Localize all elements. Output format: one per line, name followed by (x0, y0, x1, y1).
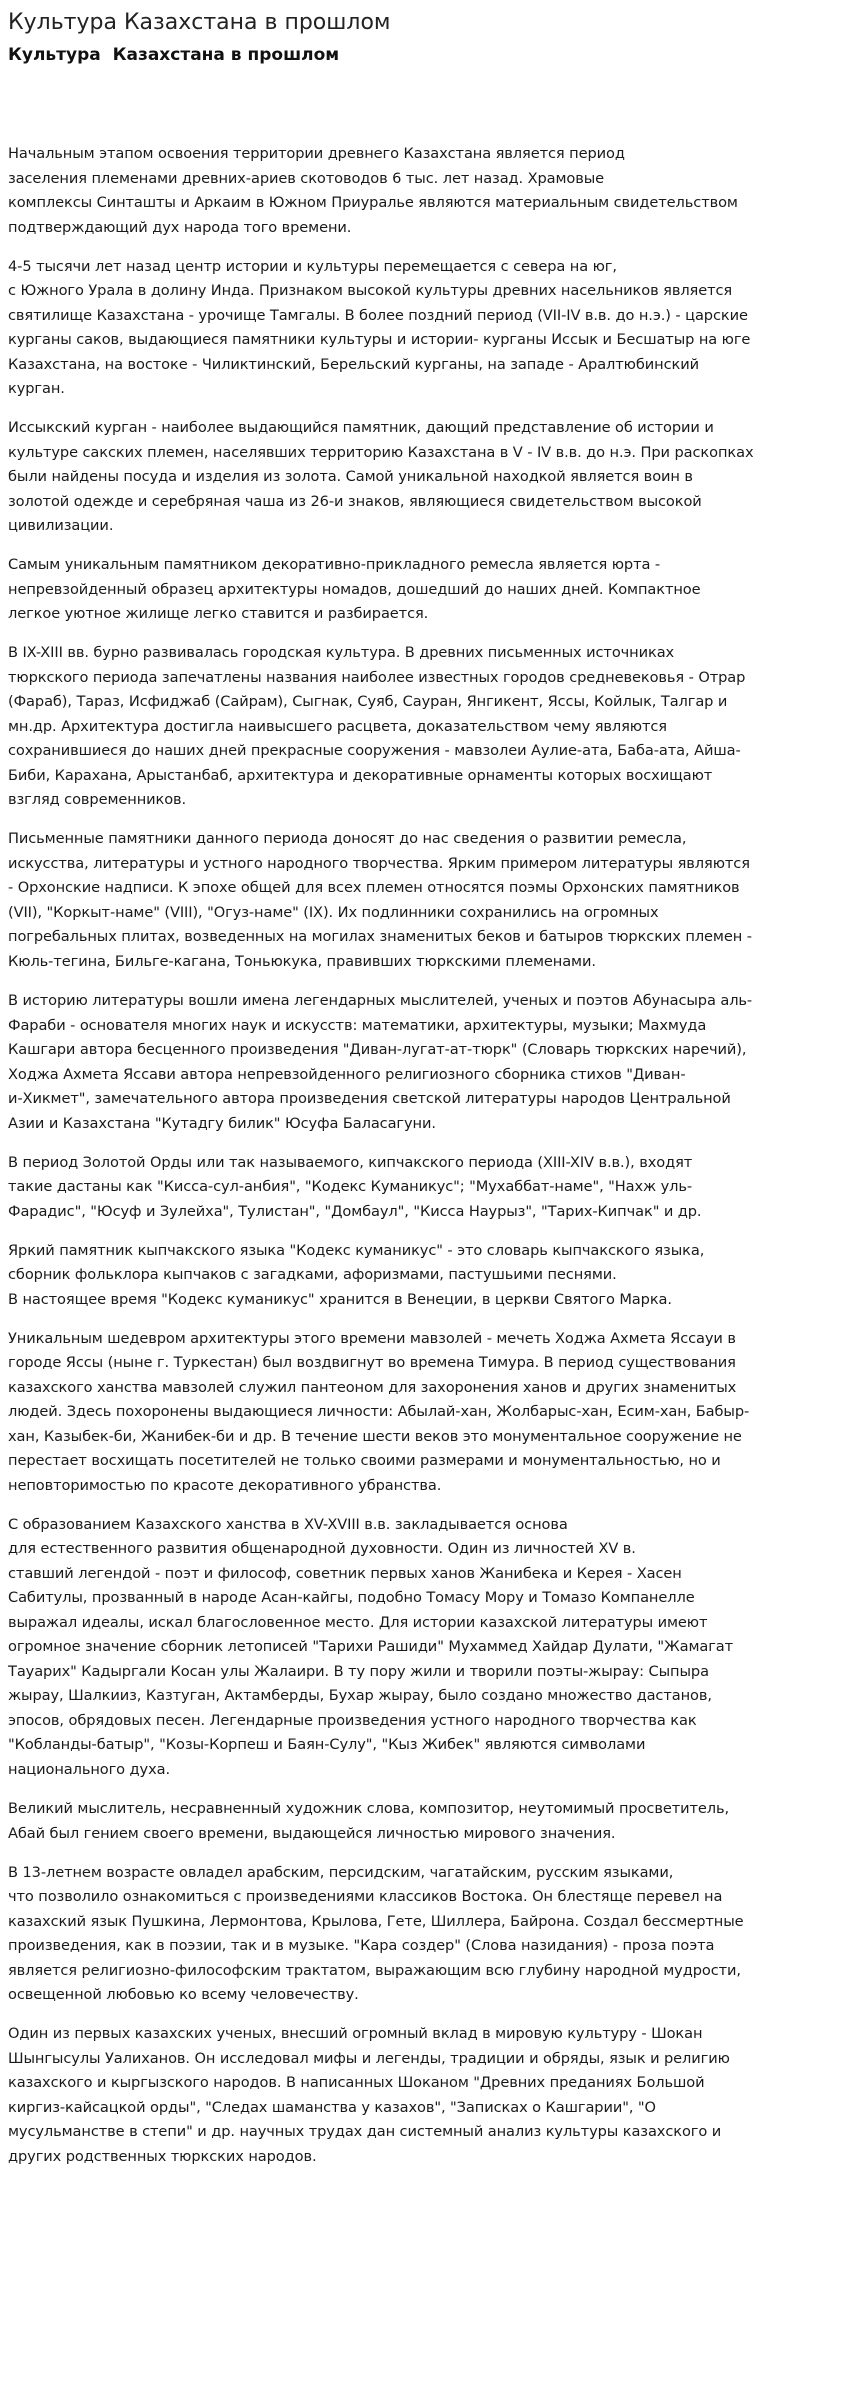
paragraph-codex-cumanicus: Яркий памятник кыпчакского языка "Кодекс куманикус" - это словарь кыпчакского языка, сборник фольклора кыпчаков с загадками, афоризмами, пастушьими песнями. В настоящее время "Кодекс куманикус" хранится в Венеции, в церкви Святого Марка. (8, 1241, 705, 1308)
paragraph-issyk-kurgan: Иссыкский курган - наиболее выдающийся памятник, дающий представление об истории и культуре сакских племен, населявших территорию Казахстана в V - IV в.в. до н.э. При раскопках были найдены посуда и изделия из золота. Самой уникальной находкой является воин в золотой одежде и серебряная чаша из 26-и знаков, являющиеся свидетельством высокой цивилизации. (8, 419, 754, 535)
paragraph-valikhanov: Один из первых казахских ученых, внесший огромный вклад в мировую культуру - Шокан Шынгысулы Уалиханов. Он исследовал мифы и легенды, традиции и обряды, язык и религию казахского и кыргызского народов. В написанных Шоканом "Древних преданиях Большой киргиз-кайсацкой орды", "Следах шаманства у казахов", "Записках о Кашгарии", "О мусульманстве в степи" и др. научных трудах дан системный анализ культуры казахского и других родственных тюркских народов. (8, 2025, 730, 2165)
paragraph-abai-languages: В 13-летнем возрасте овладел арабским, персидским, чагатайским, русским языками, что позволило ознакомиться с произведениями классиков Востока. Он блестяще перевел на казахский язык Пушкина, Лермонтова, Крылова, Гете, Шиллера, Байрона. Создал бессмертные произведения, как в поэзии, так и в музыке. "Кара создер" (Слова назидания) - проза поэта является религиозно-философским трактатом, выражающим всю глубину народной мудрости, освещенной любовью ко всему человечеству. (8, 1863, 744, 2004)
paragraph-orkhon-monuments: Письменные памятники данного периода доносят до нас сведения о развитии ремесла, искусства, литературы и устного народного творчества. Ярким примером литературы являются - Орхонские надписи. К эпохе общей для всех племен относятся поэмы Орхонских памятников (VII), "Коркыт-наме" (VIII), "Огуз-наме" (IX). Их подлинники сохранились на огромных погребальных плитах, возведенных на могилах знаменитых беков и батыров тюркских племен - Кюль-тегина, Бильге-кагана, Тоньюкука, правивших тюркскими племенами. (8, 830, 752, 970)
paragraph-yasawi-mausoleum: Уникальным шедевром архитектуры этого времени мавзолей - мечеть Ходжа Ахмета Яссауи в городе Яссы (ныне г. Туркестан) был воздвигнут во времена Тимура. В период существования казахского ханства мавзолей служил пантеоном для захоронения ханов и других знаменитых людей. Здесь похоронены выдающиеся личности: Абылай-хан, Жолбарыс-хан, Есим-хан, Бабыр- хан, Казыбек-би, Жанибек-би и др. В течение шести веков это монументальное сооружение не перестает восхищать посетителей не только своими размерами и монументальностью, но и неповторимостью по красоте декоративного убранства. (8, 1329, 750, 1494)
paragraph-medieval-cities: В IX-XIII вв. бурно развивалась городская культура. В древних письменных источниках тюркского периода запечатлены названия наиболее известных городов средневековья - Отрар (Фараб), Тараз, Исфиджаб (Сайрам), Сыгнак, Суяб, Сауран, Янгикент, Яссы, Койлык, Талгар и мн.др. Архитектура достигла наивысшего расцвета, доказательством чему являются сохранившиеся до наших дней прекрасные сооружения - мавзолеи Аулие-ата, Баба-ата, Айша- Биби, Карахана, Арыстанбаб, архитектура и декоративные орнаменты которых восхищают взгляд современников. (8, 644, 746, 809)
paragraph-ancient-aryans: Начальным этапом освоения территории древнего Казахстана является период заселения племенами древних-ариев скотоводов 6 тыс. лет назад. Храмовые комплексы Синташты и Аркаим в Южном Приуралье являются материальным свидетельством подтверждающий дух народа того времени. (8, 145, 738, 236)
paragraph-saka-kurgans: 4-5 тысячи лет назад центр истории и культуры перемещается с севера на юг, с Южного Урала в долину Инда. Признаком высокой культуры древних насельников является святилище Казахстана - урочище Тамгалы. В более поздний период (VII-IV в.в. до н.э.) - царские курганы саков, выдающиеся памятники культуры и истории- курганы Иссык и Бесшатыр на юге Казахстана, на востоке - Чиликтинский, Берельский курганы, на западе - Аралтюбинский курган. (8, 257, 751, 398)
paragraph-kazakh-khanate: С образованием Казахского ханства в XV-XVIII в.в. закладывается основа для естественного развития общенародной духовности. Один из личностей XV в. ставший легендой - поэт и философ, советник первых ханов Жанибека и Керея - Хасен Сабитулы, прозванный в народе Асан-кайгы, подобно Томасу Мору и Томазо Компанелле выражал идеалы, искал благословенное место. Для истории казахской литературы имеют огромное значение сборник летописей "Тарихи Рашиди" Мухаммед Хайдар Дулати, "Жамагат Тауарих" Кадыргали Косан улы Жалаири. В ту пору жили и творили поэты-жырау: Сыпыра жырау, Шалкииз, Казтуган, Актамберды, Бухар жырау, было создано множество дастанов, эпосов, обрядовых песен. Легендарные произведения устного народного творчества как "Кобланды-батыр", "Козы-Корпеш и Баян-Сулу", "Кыз Жибек" являются символами национального духа. (8, 1515, 734, 1778)
article-heading: Культура Казахстана в прошлом (8, 45, 340, 65)
paragraph-abai: Великий мыслитель, несравненный художник слова, композитор, неутомимый просветитель, Абай был гением своего времени, выдающейся личностью мирового значения. (8, 1800, 730, 1842)
paragraph-thinkers-poets: В историю литературы вошли имена легендарных мыслителей, ученых и поэтов Абунасыра аль- Фараби - основателя многих наук и искусств: математики, архитектуры, музыки; Махмуда Кашгари автора бесценного произведения "Диван-лугат-ат-тюрк" (Словарь тюркских наречий), Ходжа Ахмета Яссави автора непревзойденного религиозного сборника стихов "Диван- и-Хикмет", замечательного автора произведения светской литературы народов Центральной Азии и Казахстана "Кутадгу билик" Юсуфа Баласагуни. (8, 992, 753, 1132)
paragraph-yurt: Самым уникальным памятником декоративно-прикладного ремесла является юрта - непревзойденный образец архитектуры номадов, дошедший до наших дней. Компактное легкое уютное жилище легко ставится и разбирается. (8, 556, 701, 623)
page-title: Культура Казахстана в прошлом (8, 10, 391, 35)
article-body (8, 142, 838, 2184)
paragraph-golden-horde: В период Золотой Орды или так называемого, кипчакского периода (XIII-XIV в.в.), входят такие дастаны как "Кисса-сул-анбия", "Кодекс Куманикус"; "Мухаббат-наме", "Нахж уль- Фарадис", "Юсуф и Зулейха", Тулистан", "Домбаул", "Кисса Наурыз", "Тарих-Кипчак" и др. (8, 1153, 702, 1220)
